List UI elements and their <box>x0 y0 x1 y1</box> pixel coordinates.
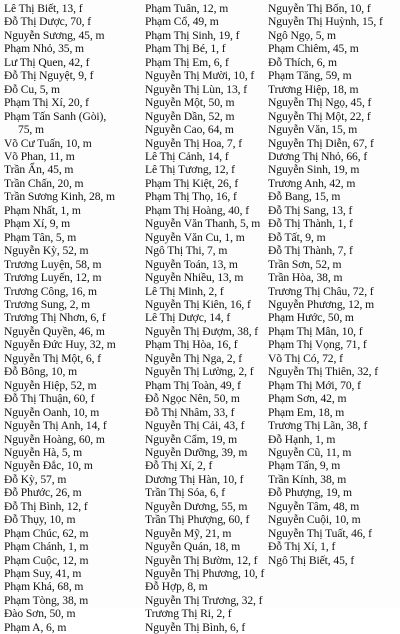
name-entry: Trần Kính, 38, m <box>268 472 347 486</box>
name-entry: Nguyễn Hoàng, 60, m <box>4 432 105 446</box>
name-entry: Đỗ Thị Thuận, 60, f <box>4 392 95 406</box>
name-entry: Lê Thị Minh, 2, f <box>145 284 224 298</box>
name-entry: Phạm Tấn Sanh (Gòi), <box>4 109 107 123</box>
name-entry: Nguyễn Cao, 64, m <box>145 123 234 137</box>
name-entry: Phạm Hước, 50, m <box>268 311 354 325</box>
name-entry: Ngô Thị Thi, 7, m <box>145 244 228 258</box>
name-entry: Đỗ Thụy, 10, m <box>4 513 76 527</box>
name-entry: Đỗ Thị Xí, 2, f <box>145 459 213 473</box>
name-entry: Phạm Sơn, 42, m <box>268 392 347 406</box>
name-entry: Trương Sung, 2, m <box>4 297 90 311</box>
name-entry: Võ Cư Tuấn, 10, m <box>4 136 92 150</box>
name-entry: Đỗ Thị Dược, 70, f <box>4 15 92 29</box>
name-entry: Nguyễn Văn, 15, m <box>268 123 358 137</box>
name-entry: Đỗ Bông, 10, m <box>4 365 77 379</box>
name-entry: Nguyễn Thị Đượm, 38, f <box>145 324 259 338</box>
name-entry: Nguyễn Cũ, 11, m <box>268 445 352 459</box>
name-entry: Trương Luyện, 58, m <box>4 257 102 271</box>
name-entry: 75, m <box>18 123 44 137</box>
name-entry: Đỗ Thị Nhâm, 33, f <box>145 405 235 419</box>
name-entry: Võ Thị Có, 72, f <box>268 351 343 365</box>
name-entry: Võ Phan, 11, m <box>4 149 75 163</box>
name-entry: Nguyễn Thị Kiên, 16, f <box>145 297 251 311</box>
name-entry: Nguyễn Sinh, 19, m <box>268 163 360 177</box>
name-entry: Nguyễn Dần, 52, m <box>145 109 235 123</box>
name-entry: Phạm Thị Vọng, 71, f <box>268 338 367 352</box>
name-entry: Phạm Thị Em, 6, f <box>145 55 229 69</box>
name-entry: Phạm Tăng, 59, m <box>268 69 352 83</box>
name-entry: Nguyễn Cuội, 10, m <box>268 513 361 527</box>
name-entry: Phạm Thị Xí, 20, f <box>4 96 89 110</box>
name-entry: Trần Ẩn, 45, m <box>4 163 74 177</box>
name-entry: Lê Thị Biết, 13, f <box>4 2 83 15</box>
name-entry: Phạm Tuân, 12, m <box>145 2 229 15</box>
name-entry: Lư Thị Quen, 42, f <box>4 55 90 69</box>
name-entry: Phạm Thị Bé, 1, f <box>145 42 226 56</box>
name-entry: Phạm Tòng, 38, m <box>4 593 89 607</box>
name-entry: Lê Thị Dược, 14, f <box>145 311 231 325</box>
name-entry: Phạm Cổ, 49, m <box>145 15 219 29</box>
name-entry: Nguyễn Đắc, 10, m <box>4 459 93 473</box>
name-entry: Nguyễn Toán, 13, m <box>145 257 238 271</box>
name-entry: Đào Sơn, 50, m <box>4 607 76 621</box>
name-entry: Đỗ Kỳ, 57, m <box>4 472 67 486</box>
name-entry: Trần Sương Kinh, 28, m <box>4 190 115 204</box>
name-entry: Nguyễn Nhiều, 13, m <box>145 271 244 285</box>
name-entry: Trần Hòa, 38, m <box>268 271 343 285</box>
name-column-3 <box>268 2 398 567</box>
name-entry: Nguyễn Thị Bườm, 12, f <box>145 553 258 567</box>
name-entry: Nguyễn Thị Ngọ, 45, f <box>268 96 372 110</box>
name-entry: Đỗ Bang, 15, m <box>268 190 341 204</box>
name-entry: Nguyễn Thị Tuất, 46, f <box>268 526 372 540</box>
name-entry: Nguyễn Phương, 12, m <box>268 297 375 311</box>
name-entry: Nguyễn Thị Nga, 2, f <box>145 351 242 365</box>
name-entry: Trương Thị Lãn, 38, f <box>268 419 368 433</box>
name-entry: Đỗ Phước, 26, m <box>4 486 82 500</box>
name-entry: Nguyễn Thị Anh, 14, f <box>4 419 107 433</box>
name-entry: Phạm Xí, 9, m <box>4 217 71 231</box>
name-entry: Đỗ Thích, 6, m <box>268 55 337 69</box>
name-entry: Nguyễn Thị Lùn, 13, f <box>145 82 248 96</box>
name-entry: Phạm Thị Hòa, 16, f <box>145 338 238 352</box>
name-entry: Trần Thị Sóa, 6, f <box>145 486 226 500</box>
name-entry: Phạm Tân, 5, m <box>4 230 77 244</box>
name-entry: Nguyễn Hà, 5, m <box>4 445 83 459</box>
name-entry: Nguyễn Thị Một, 6, f <box>4 351 101 365</box>
name-entry: Phạm A, 6, m <box>4 620 67 634</box>
name-entry: Phạm Thị Mới, 70, f <box>268 378 361 392</box>
name-entry: Trương Thị Ri, 2, f <box>145 607 232 621</box>
name-entry: Nguyễn Sương, 45, m <box>4 28 105 42</box>
name-entry: Nguyễn Thị Mười, 10, f <box>145 69 255 83</box>
name-entry: Phạm Nhỏ, 35, m <box>4 42 84 56</box>
name-entry: Phạm Thị Toàn, 49, f <box>145 378 241 392</box>
name-entry: Đỗ Tất, 9, m <box>268 230 326 244</box>
name-entry: Phạm Thị Sinh, 19, f <box>145 28 240 42</box>
name-entry: Nguyễn Thị Một, 22, f <box>268 109 371 123</box>
name-entry: Nguyễn Dương, 55, m <box>145 499 248 513</box>
name-entry: Đỗ Phượng, 19, m <box>268 486 352 500</box>
name-entry: Phạm Nhất, 1, m <box>4 203 81 217</box>
name-entry: Đỗ Thị Sang, 13, f <box>268 203 353 217</box>
name-entry: Ngô Ngọ, 5, m <box>268 28 336 42</box>
name-entry: Nguyễn Văn Cu, 1, m <box>145 230 245 244</box>
name-entry: Nguyễn Quán, 18, m <box>145 540 241 554</box>
name-entry: Phạm Tấn, 9, m <box>268 459 341 473</box>
name-entry: Đỗ Thị Xí, 1, f <box>268 540 336 554</box>
name-entry: Đỗ Thị Nguyệt, 9, f <box>4 69 94 83</box>
name-entry: Nguyễn Oanh, 10, m <box>4 405 100 419</box>
name-entry: Trương Công, 16, m <box>4 284 97 298</box>
name-column-2 <box>145 2 268 634</box>
name-entry: Dương Thị Hàn, 10, f <box>145 472 244 486</box>
name-entry: Nguyễn Thị Diễn, 67, f <box>268 136 374 150</box>
name-entry: Nguyễn Thị Bình, 6, f <box>145 620 246 634</box>
name-entry: Trương Thị Châu, 72, f <box>268 284 374 298</box>
name-entry: Nguyễn Thị Bốn, 10, f <box>268 2 371 15</box>
name-entry: Nguyễn Thị Cải, 43, f <box>145 419 245 433</box>
name-entry: Nguyễn Quyền, 46, m <box>4 324 105 338</box>
name-entry: Phạm Cuộc, 12, m <box>4 553 89 567</box>
name-column-1 <box>4 2 144 634</box>
name-entry: Đỗ Cu, 5, m <box>4 82 60 96</box>
name-entry: Phạm Thị Thọ, 16, f <box>145 190 237 204</box>
name-entry: Nguyễn Kỳ, 52, m <box>4 244 89 258</box>
name-entry: Trương Anh, 42, m <box>268 176 356 190</box>
name-entry: Nguyễn Đức Huy, 32, m <box>4 338 116 352</box>
name-entry: Nguyễn Cẩm, 19, m <box>145 432 238 446</box>
name-entry: Nguyễn Thị Trương, 32, f <box>145 593 263 607</box>
name-entry: Dương Thị Nhỏ, 66, f <box>268 149 368 163</box>
name-entry: Trương Hiệp, 18, m <box>268 82 359 96</box>
name-entry: Nguyễn Thị Huỳnh, 15, f <box>268 15 383 29</box>
name-entry: Nguyễn Thị Phương, 10, f <box>145 567 265 581</box>
name-entry: Trần Chấn, 20, m <box>4 176 84 190</box>
name-entry: Phạm Chánh, 1, m <box>4 540 89 554</box>
name-entry: Trần Thị Phượng, 60, f <box>145 513 250 527</box>
name-entry: Đỗ Hợp, 8, m <box>145 580 208 594</box>
name-entry: Phạm Suy, 41, m <box>4 567 82 581</box>
name-entry: Phạm Thị Hoàng, 40, f <box>145 203 249 217</box>
name-entry: Lê Thị Cảnh, 14, f <box>145 149 229 163</box>
name-entry: Nguyễn Dưỡng, 39, m <box>145 445 248 459</box>
name-entry: Phạm Chiêm, 45, m <box>268 42 359 56</box>
name-entry: Nguyễn Tâm, 48, m <box>268 499 360 513</box>
name-entry: Nguyễn Mỹ, 21, m <box>145 526 232 540</box>
name-entry: Đỗ Thị Bình, 12, f <box>4 499 88 513</box>
name-entry: Nguyễn Thị Thiên, 32, f <box>268 365 378 379</box>
name-entry: Trương Luyến, 12, m <box>4 271 102 285</box>
name-entry: Phạm Thị Kiệt, 26, f <box>145 176 239 190</box>
name-entry: Trương Thị Nhơn, 6, f <box>4 311 106 325</box>
name-entry: Nguyễn Hiệp, 52, m <box>4 378 97 392</box>
name-entry: Lê Thị Tương, 12, f <box>145 163 235 177</box>
name-entry: Ngô Thị Biết, 45, f <box>268 553 355 567</box>
name-entry: Đỗ Thị Thành, 1, f <box>268 217 353 231</box>
name-entry: Nguyễn Thị Lường, 2, f <box>145 365 254 379</box>
name-entry: Trần Sơn, 52, m <box>268 257 342 271</box>
name-entry: Phạm Em, 18, m <box>268 405 345 419</box>
name-entry: Đỗ Thị Thành, 7, f <box>268 244 353 258</box>
name-entry: Nguyễn Văn Thanh, 5, m <box>145 217 261 231</box>
name-entry: Đỗ Ngọc Nên, 50, m <box>145 392 240 406</box>
name-entry: Đỗ Hạnh, 1, m <box>268 432 336 446</box>
name-entry: Nguyễn Thị Hoa, 7, f <box>145 136 242 150</box>
name-entry: Phạm Chúc, 62, m <box>4 526 89 540</box>
name-entry: Nguyễn Một, 50, m <box>145 96 235 110</box>
name-entry: Phạm Khá, 68, m <box>4 580 84 594</box>
name-entry: Phạm Thị Mân, 10, f <box>268 324 363 338</box>
